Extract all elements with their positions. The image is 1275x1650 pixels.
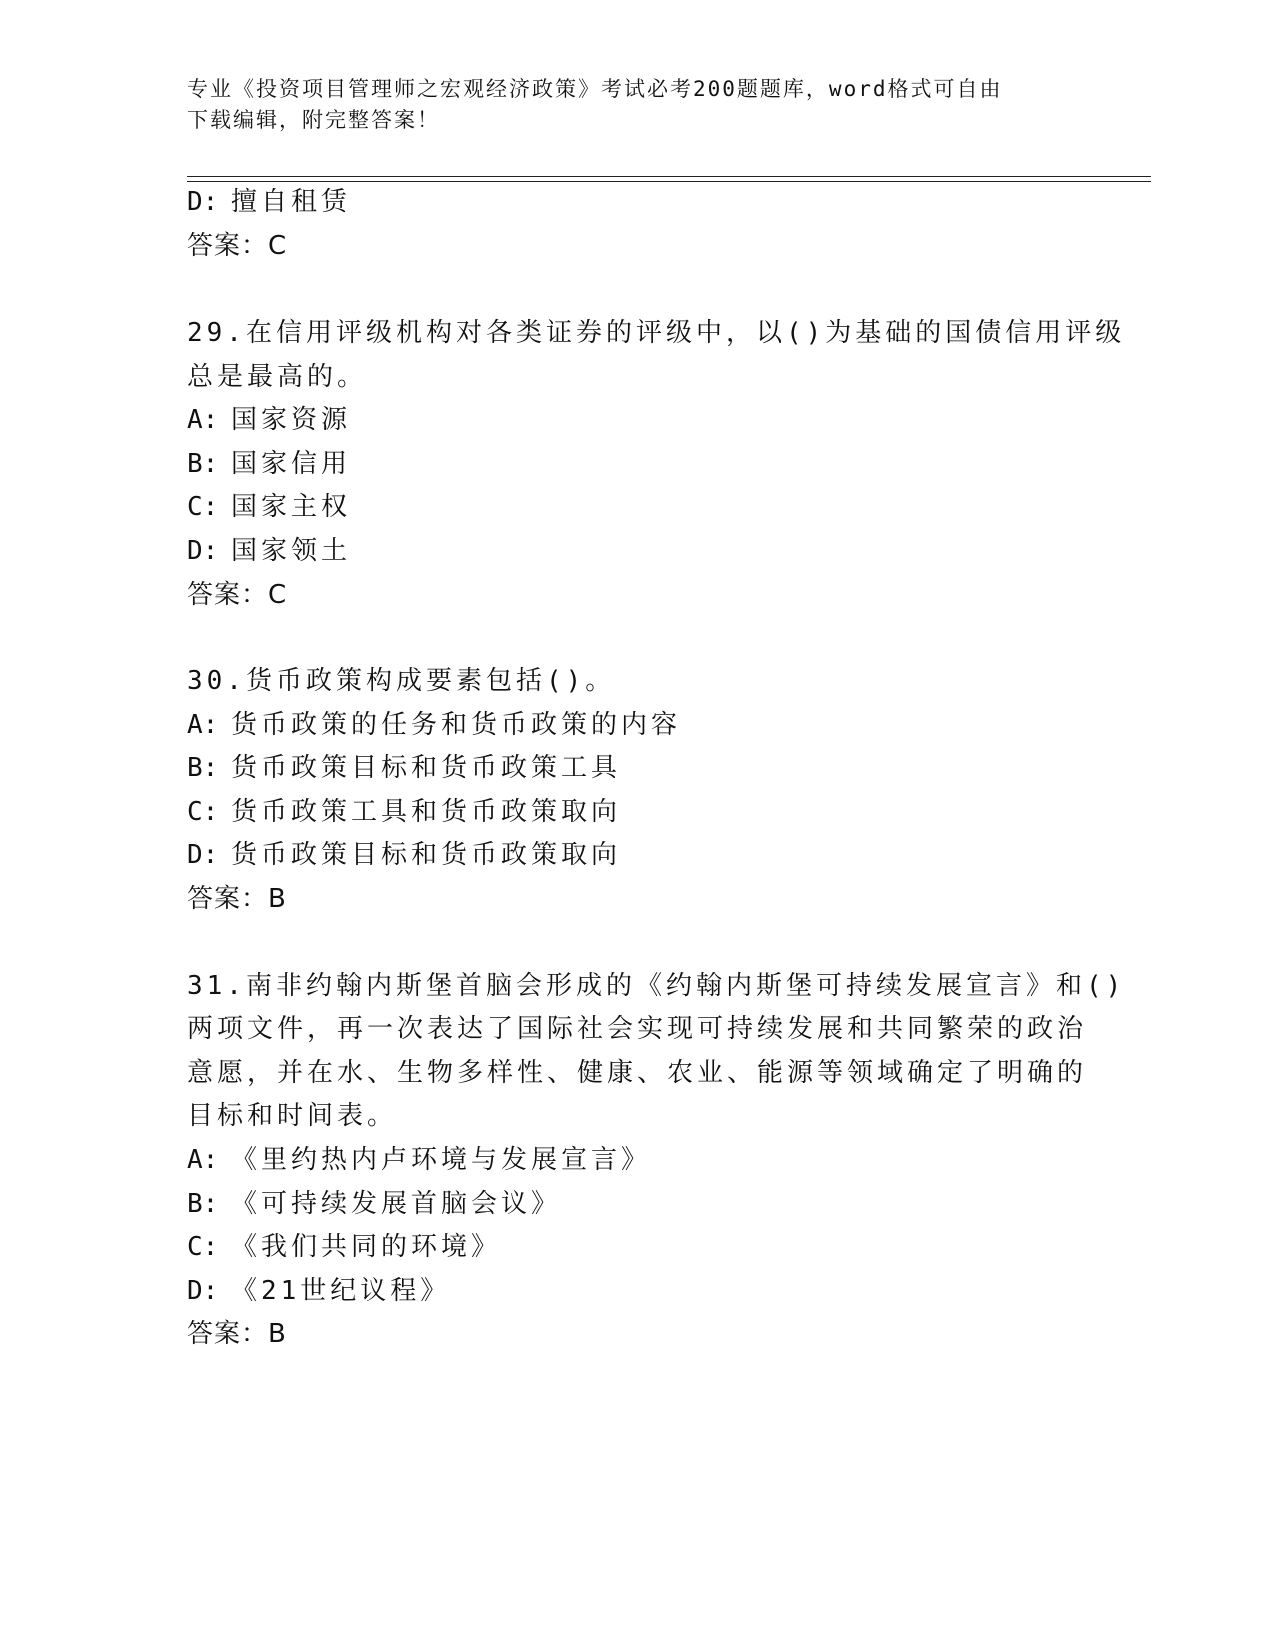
document-header: [187, 74, 1067, 136]
option-text: 货币政策目标和货币政策取向: [231, 840, 622, 870]
option-letter: D:: [187, 1276, 219, 1306]
option-text: 《里约热内卢环境与发展宣言》: [231, 1145, 652, 1175]
option-text: 《可持续发展首脑会议》: [231, 1189, 562, 1219]
option-text: 国家资源: [231, 405, 352, 435]
question-stem-line: 30.货币政策构成要素包括()。: [187, 666, 616, 696]
question-stem-line: 31.南非约翰内斯堡首脑会形成的《约翰内斯堡可持续发展宣言》和(): [187, 971, 1126, 1001]
option-b: [187, 1189, 561, 1219]
option-d: [187, 840, 621, 870]
option-d: [187, 187, 351, 217]
option-b: [187, 449, 351, 479]
option-text: 货币政策工具和货币政策取向: [231, 797, 622, 827]
option-b: [187, 753, 621, 783]
header-divider-bottom: [187, 181, 1151, 182]
option-a: [187, 405, 351, 435]
option-letter: C:: [187, 1232, 219, 1262]
option-c: [187, 1232, 501, 1262]
option-d: [187, 1276, 450, 1306]
answer-line: 答案：C: [187, 580, 288, 610]
option-text: 《21世纪议程》: [231, 1276, 451, 1306]
option-letter: C:: [187, 797, 219, 827]
option-text: 擅自租赁: [231, 187, 352, 217]
question-stem-line: 意愿，并在水、生物多样性、健康、农业、能源等领域确定了明确的: [187, 1058, 1088, 1088]
option-letter: D:: [187, 840, 219, 870]
header-line-2: 下载编辑，附完整答案！: [187, 108, 440, 132]
header-divider-top: [187, 176, 1151, 177]
question-stem-line: 29.在信用评级机构对各类证券的评级中，以()为基础的国债信用评级: [187, 318, 1126, 348]
option-letter: C:: [187, 492, 219, 522]
option-text: 货币政策目标和货币政策工具: [231, 753, 622, 783]
option-letter: D:: [187, 187, 219, 217]
option-letter: B:: [187, 449, 219, 479]
option-letter: A:: [187, 710, 219, 740]
option-letter: D:: [187, 536, 219, 566]
option-a: [187, 1145, 651, 1175]
option-text: 《我们共同的环境》: [231, 1232, 502, 1262]
option-text: 货币政策的任务和货币政策的内容: [231, 710, 682, 740]
option-c: [187, 797, 621, 827]
question-stem-line: 两项文件，再一次表达了国际社会实现可持续发展和共同繁荣的政治: [187, 1014, 1088, 1044]
option-text: 国家领土: [231, 536, 352, 566]
option-letter: A:: [187, 1145, 219, 1175]
option-a: [187, 710, 681, 740]
answer-line: 答案：B: [187, 884, 287, 914]
question-stem-line: 目标和时间表。: [187, 1101, 398, 1131]
question-stem-line: 总是最高的。: [187, 362, 368, 392]
option-letter: B:: [187, 1189, 219, 1219]
option-c: [187, 492, 351, 522]
option-letter: B:: [187, 753, 219, 783]
option-letter: A:: [187, 405, 219, 435]
option-text: 国家信用: [231, 449, 352, 479]
answer-line: 答案：B: [187, 1319, 287, 1349]
option-d: [187, 536, 351, 566]
answer-line: 答案：C: [187, 231, 288, 261]
option-text: 国家主权: [231, 492, 352, 522]
header-line-1: 专业《投资项目管理师之宏观经济政策》考试必考200题题库，word格式可自由: [187, 77, 1003, 101]
